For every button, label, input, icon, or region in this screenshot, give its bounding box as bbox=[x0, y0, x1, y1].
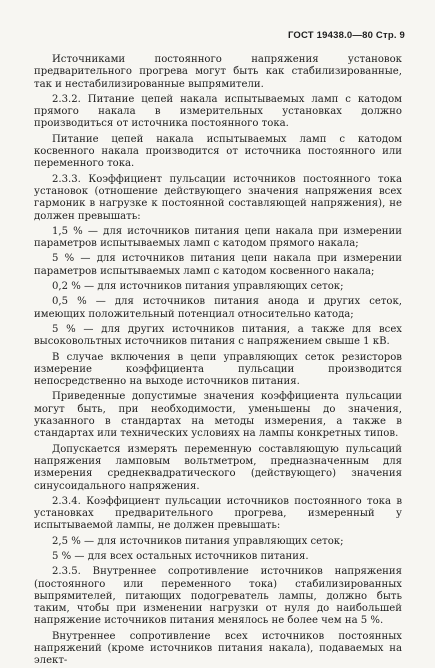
paragraph: 2.3.3. Коэффициент пульсации источников постоянного тока установок (отношение действующего значения напряжения всех гармоник в нагрузке к постоянной составляющей напряжения), не должен превышать: bbox=[34, 173, 402, 222]
list-item: 5 % — для других источников питания, а также для всех высоковольтных источников питания с напряжением свыше 1 кВ. bbox=[34, 323, 402, 348]
list-item: 5 % — для источников питания цепи накала при измерении параметров испытываемых ламп с катодом косвенного накала; bbox=[34, 253, 402, 277]
document-body bbox=[34, 54, 402, 668]
page-header bbox=[288, 30, 405, 41]
page-number: Стр. 9 bbox=[375, 30, 405, 41]
paragraph: Допускается измерять переменную составляющую пульсаций напряжения ламповым вольтметром, предназначенным для измерения среднеквадратического (действующего) значения синусоидального напряжения. bbox=[34, 443, 402, 492]
list-item: 2,5 % — для источников питания управляющих сеток; bbox=[52, 535, 344, 547]
paragraph: Внутреннее сопротивление всех источников постоянных напряжений (кроме источников питания накала), подаваемых на элект- bbox=[34, 630, 402, 667]
list-item: 5 % — для всех остальных источников питания. bbox=[52, 550, 309, 562]
paragraph: Приведенные допустимые значения коэффициента пульсации могут быть, при необходимости, уменьшены до значения, указанного в стандартах на методы измерения, а также в стандартах или технических условиях на лампы конкретных типов. bbox=[34, 391, 402, 440]
paragraph: 2.3.2. Питание цепей накала испытываемых ламп с катодом прямого накала в измерительных установках должно производиться от источника постоянного тока. bbox=[34, 93, 402, 130]
list-item: 0,2 % — для источников питания управляющих сеток; bbox=[52, 281, 344, 293]
paragraph: В случае включения в цепи управляющих сеток резисторов измерение коэффициента пульсации производится непосредственно на выходе источников питания. bbox=[34, 351, 402, 388]
list-item: 1,5 % — для источников питания цепи накала при измерении параметров испытываемых ламп с катодом прямого накала; bbox=[34, 225, 402, 250]
paragraph: Источниками постоянного напряжения установок предварительного прогрева могут быть как стабилизированные, так и нестабилизированные выпрямители. bbox=[34, 54, 402, 90]
standard-number: ГОСТ 19438.0—80 bbox=[287, 30, 374, 41]
paragraph: 2.3.5. Внутреннее сопротивление источников напряжения (постоянного или переменного тока) стабилизированных выпрямителей, питающих подогреватель лампы, должно быть таким, чтобы при изменении нагрузки от нуля до наибольшей напряжение источников питания менялось не более чем на 5 %. bbox=[34, 566, 402, 627]
paragraph: Питание цепей накала испытываемых ламп с катодом косвенного накала производится от источника постоянного или переменного тока. bbox=[34, 133, 402, 170]
list-item: 0,5 % — для источников питания анода и других сеток, имеющих положительный потенциал относительно катода; bbox=[34, 296, 402, 320]
paragraph: 2.3.4. Коэффициент пульсации источников постоянного тока в установках предварительного прогрева, измеренный у испытываемой лампы, не должен превышать: bbox=[34, 495, 402, 532]
